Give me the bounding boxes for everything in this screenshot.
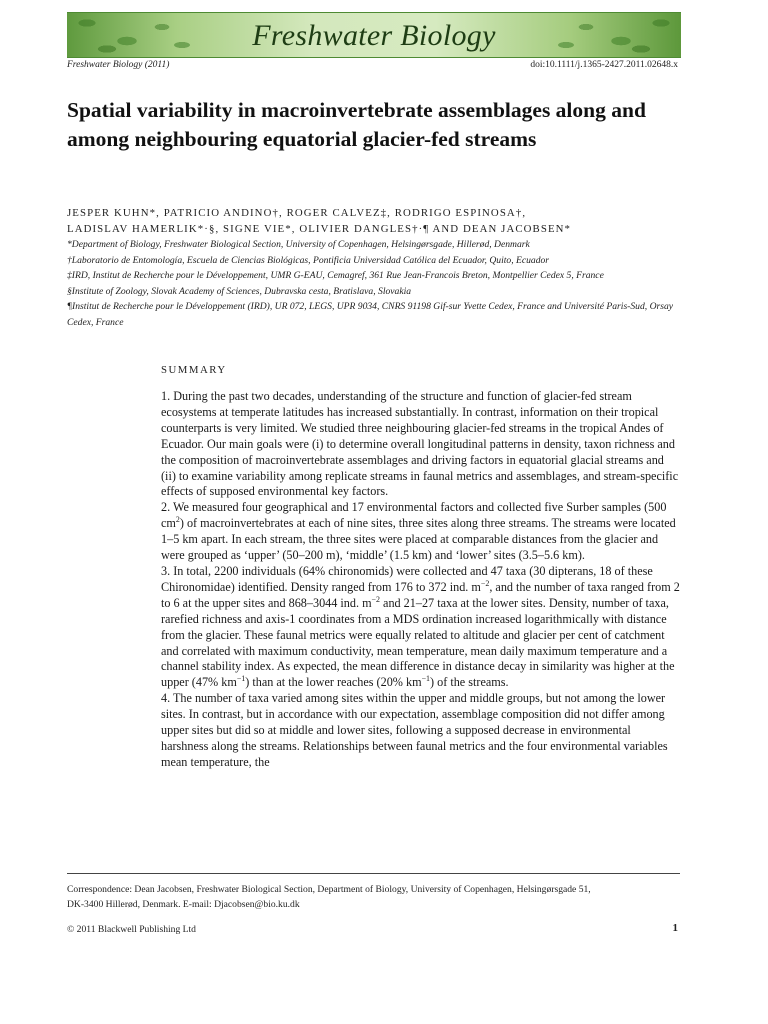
correspondence-note [67, 882, 682, 912]
page-number: 1 [672, 922, 678, 934]
summary-point-4: 4. The number of taxa varied among sites within the upper and middle groups, but not among the lower sites. In contrast, but in accordance with our expectation, assemblage composition did not differ among upper sites but did so at middle and lower sites, following a supposed decrease in environmental harshness along the streams. Relationships between faunal metrics and the four environmental variables mean temperature, the [161, 691, 668, 769]
journal-banner [67, 12, 681, 58]
article-title: Spatial variability in macroinvertebrate assemblages along and among neighbouring equatorial glacier-fed streams [67, 98, 646, 151]
summary-body [161, 389, 681, 771]
footer-divider [67, 873, 680, 874]
affiliation-bratislava: §Institute of Zoology, Slovak Academy of Sciences, Dubravska cesta, Bratislava, Slovakia [67, 285, 412, 297]
affiliation-montpellier: ‡IRD, Institut de Recherche pour le Développement, UMR G-EAU, Cemagref, 361 Rue Jean-Francois Breton, Montpellier Cedex 5, France [67, 270, 604, 281]
affiliation-copenhagen: *Department of Biology, Freshwater Biological Section, University of Copenhagen, Helsingørsgade, Hillerød, Denmark [67, 239, 530, 250]
affiliation-gif-sur-yvette: ¶Institut de Recherche pour le Développement (IRD), UR 072, LEGS, UPR 9034, CNRS 91198 Gif-sur Yvette Cedex, France and Université Paris-Sud, Orsay Cedex, France [67, 301, 674, 328]
summary-heading: SUMMARY [161, 364, 227, 376]
affiliations [67, 237, 687, 330]
affiliation-quito: †Laboratorio de Entomología, Escuela de Ciencias Biológicas, Pontificia Universidad Católica del Ecuador, Quito, Ecuador [67, 254, 550, 266]
running-head-journal: Freshwater Biology (2011) [67, 60, 170, 70]
summary-point-3: 3. In total, 2200 individuals (64% chironomids) were collected and 47 taxa (30 dipterans, 18 of these Chironomidae) identified. Density ranged from 176 to 372 ind. $m^{-2}$, and the number of taxa ranged from 2 to 6 at the upper sites and 868–3044 ind. $m^{-2}$ and 21–27 taxa at the lower sites. Density, number of taxa, rarefied richness and axis-1 coordinates from a MDS ordination increased logarithmically with distance from the glacier. These faunal metrics were equally related to altitude and glacier per cent of catchment and correlated with maximum conductivity, mean temperature, mean daily maximum temperature and a channel stability index. As expected, the mean difference in distance decay in similarity was higher at the upper (47% $km^{-1}$) than at the lower reaches (20% $km^{-1}$) of the streams. [161, 563, 680, 690]
author-list [67, 205, 707, 237]
correspondence-line-2: DK-3400 Hillerød, Denmark. E-mail: Djacobsen@bio.ku.dk [67, 899, 300, 910]
copyright-notice: © 2011 Blackwell Publishing Ltd [67, 924, 196, 935]
journal-title: Freshwater Biology [252, 19, 496, 52]
summary-point-2: 2. We measured four geographical and 17 environmental factors and collected five Surber samples (500 $cm^2$) of macroinvertebrates at each of nine sites, three sites along three streams. The streams were located 1–5 km apart. In each stream, the three sites were placed at comparable distances from the glacier and were grouped as ‘upper’ (50–200 m), ‘middle’ (1.5 km) and ‘lower’ sites (3.5–5.6 km). [161, 500, 676, 563]
summary-point-1: 1. During the past two decades, understanding of the structure and function of glacier-fed stream ecosystems at temperate latitudes has increased substantially. In contrast, information on their tropical counterparts is very limited. We studied three neighbouring glacier-fed streams in the tropical Andes of Ecuador. Our main goals were (i) to determine overall longitudinal patterns in density, taxon richness and the composition of macroinvertebrate assemblages and driving factors in equatorial glacial streams and (ii) to examine variability among replicate streams in faunal metrics and assemblages, and stream-specific effects of supposed environmental key factors. [161, 389, 679, 499]
correspondence-line-1: Correspondence: Dean Jacobsen, Freshwater Biological Section, Department of Biology, University of Copenhagen, Helsingørsgade 51, [67, 884, 591, 895]
author-line-2: LADISLAV HAMERLIK*·§, SIGNE VIE*, OLIVIER DANGLES†·¶ AND DEAN JACOBSEN* [67, 223, 572, 235]
running-head-doi: doi:10.1111/j.1365-2427.2011.02648.x [530, 60, 678, 70]
author-line-1: JESPER KUHN*, PATRICIO ANDINO†, ROGER CALVEZ‡, RODRIGO ESPINOSA†, [67, 207, 527, 219]
